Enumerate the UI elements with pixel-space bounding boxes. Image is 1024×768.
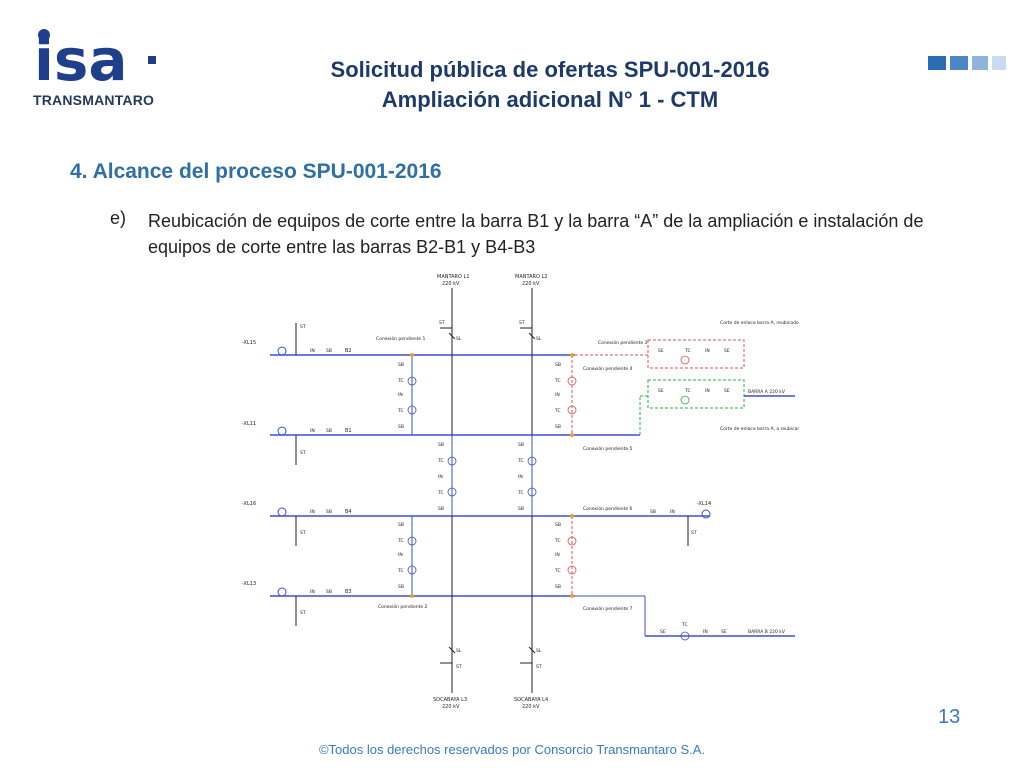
svg-text:IN: IN (670, 510, 675, 515)
feeder-xl14 (650, 501, 711, 546)
svg-text:SE: SE (658, 389, 664, 394)
label-mantaro-l1-kv: 220 kV (442, 281, 460, 287)
corte1-label: Corte de enlace barra A, reubicado (720, 321, 799, 326)
square-1 (928, 56, 946, 70)
barra-a-label: BARRA A 220 kV (748, 390, 785, 395)
svg-text:Conexión pendiente 2: Conexión pendiente 2 (378, 605, 428, 610)
square-4 (992, 56, 1006, 70)
svg-text:IN: IN (705, 349, 710, 354)
st-label-l1: ST (439, 321, 445, 326)
barra-b-label: BARRA B 220 kV (748, 630, 785, 635)
svg-text:IN: IN (518, 475, 523, 480)
svg-text:TC: TC (398, 379, 404, 384)
svg-text:TC: TC (685, 349, 691, 354)
svg-text:IN: IN (310, 429, 315, 434)
svg-text:TC: TC (555, 539, 561, 544)
label-socabaya-l4-kv: 220 kV (522, 704, 540, 710)
svg-text:-XL16: -XL16 (242, 501, 257, 507)
svg-text:SB: SB (398, 363, 404, 368)
svg-text:IN: IN (398, 393, 403, 398)
svg-text:IN: IN (705, 389, 710, 394)
svg-text:SB: SB (326, 429, 332, 434)
svg-text:SB: SB (438, 443, 444, 448)
svg-text:TC: TC (682, 623, 688, 628)
svg-text:SB: SB (650, 510, 656, 515)
square-2 (950, 56, 968, 70)
sl-label-l3: SL (456, 649, 462, 654)
svg-text:Conexión pendiente 6: Conexión pendiente 6 (583, 507, 633, 512)
svg-text:TC: TC (398, 539, 404, 544)
svg-text:IN: IN (310, 590, 315, 595)
svg-text:IN: IN (555, 393, 560, 398)
bus-label-b2: B2 (345, 348, 352, 354)
copyright-footer: ©Todos los derechos reservados por Consorcio Transmantaro S.A. (318, 742, 706, 757)
svg-text:SE: SE (724, 349, 730, 354)
svg-text:-XL11: -XL11 (242, 421, 257, 427)
svg-text:IN: IN (438, 475, 443, 480)
st-label-l4: ST (536, 665, 542, 670)
svg-text:-XL13: -XL13 (242, 581, 257, 587)
slide-title-line2: Ampliación adicional N° 1 - CTM (381, 87, 719, 112)
svg-text:Conexión pendiente 5: Conexión pendiente 5 (583, 447, 633, 452)
svg-text:TC: TC (685, 389, 691, 394)
svg-text:SB: SB (555, 585, 561, 590)
svg-text:IN: IN (555, 553, 560, 558)
svg-text:SB: SB (518, 443, 524, 448)
logo-mark (148, 56, 156, 64)
bullet-label: e) (110, 208, 127, 228)
svg-text:TC: TC (518, 459, 524, 464)
svg-text:SB: SB (555, 425, 561, 430)
svg-text:ST: ST (300, 611, 306, 616)
svg-text:Conexión pendiente 3: Conexión pendiente 3 (598, 341, 648, 346)
svg-text:TC: TC (518, 491, 524, 496)
corte-enlace-a-reubicar (648, 380, 744, 408)
svg-text:Conexión pendiente 7: Conexión pendiente 7 (583, 607, 633, 612)
bus-label-b1: B1 (345, 428, 352, 434)
svg-text:SB: SB (518, 507, 524, 512)
pending-markers (410, 353, 574, 598)
coupler-labels-right (517, 362, 561, 590)
section-heading: 4. Alcance del proceso SPU-001-2016 (70, 160, 442, 183)
feeder-xl15 (242, 323, 332, 355)
svg-text:ST: ST (300, 531, 306, 536)
svg-text:TC: TC (438, 491, 444, 496)
svg-text:IN: IN (310, 510, 315, 515)
svg-text:TC: TC (555, 569, 561, 574)
svg-text:-XL14: -XL14 (697, 501, 712, 507)
label-mantaro-l2-kv: 220 kV (522, 281, 540, 287)
feeder-xl13 (242, 581, 332, 626)
corte2-label: Corte de enlace barra A, a reubicar (720, 427, 800, 432)
svg-text:SB: SB (326, 510, 332, 515)
bus-label-b3: B3 (345, 589, 352, 595)
logo-subtitle: TRANSMANTARO (33, 92, 155, 108)
svg-text:-XL15: -XL15 (242, 340, 257, 346)
svg-text:TC: TC (555, 409, 561, 414)
bus-label-b4: B4 (345, 509, 352, 515)
svg-text:IN: IN (398, 553, 403, 558)
label-socabaya-l3-kv: 220 kV (442, 704, 460, 710)
svg-text:TC: TC (555, 379, 561, 384)
svg-text:SE: SE (724, 389, 730, 394)
svg-text:SB: SB (555, 523, 561, 528)
svg-text:SB: SB (555, 363, 561, 368)
sl-label-l4: SL (536, 649, 542, 654)
svg-text:TC: TC (398, 409, 404, 414)
svg-text:TC: TC (438, 459, 444, 464)
svg-text:ST: ST (300, 451, 306, 456)
st-label-l3: ST (456, 665, 462, 670)
connection-labels (376, 335, 648, 612)
svg-text:SB: SB (398, 425, 404, 430)
svg-text:Conexión pendiente 1: Conexión pendiente 1 (376, 337, 426, 342)
svg-text:Conexión pendiente 4: Conexión pendiente 4 (583, 367, 633, 372)
feeder-xl11 (242, 421, 332, 465)
svg-text:SE: SE (721, 630, 727, 635)
svg-text:SB: SB (326, 349, 332, 354)
bullet-text: Reubicación de equipos de corte entre la barra B1 y la barra “A” de la ampliación e instalación de equipos de corte entre las barras B2-B1 y B4-B3 (148, 211, 924, 257)
page-number: 13 (938, 706, 961, 728)
svg-text:SE: SE (658, 349, 664, 354)
svg-text:SB: SB (398, 585, 404, 590)
corte-enlace-reubicado (648, 340, 744, 368)
svg-text:SE: SE (660, 630, 666, 635)
coupler-labels-left (397, 362, 444, 590)
slide-title-line1: Solicitud pública de ofertas SPU-001-2016 (330, 57, 770, 82)
svg-text:SB: SB (398, 523, 404, 528)
svg-text:SB: SB (438, 507, 444, 512)
svg-text:ST: ST (691, 531, 697, 536)
svg-text:SB: SB (326, 590, 332, 595)
label-socabaya-l4: SOCABAYA L4 (514, 697, 549, 703)
label-socabaya-l3: SOCABAYA L3 (433, 697, 468, 703)
svg-text:ST: ST (300, 325, 306, 330)
logo-text: isa (34, 26, 128, 94)
square-3 (972, 56, 988, 70)
svg-text:TC: TC (398, 569, 404, 574)
svg-text:IN: IN (310, 349, 315, 354)
label-mantaro-l2: MANTARO L2 (515, 274, 548, 280)
sl-label-l2: SL (536, 337, 542, 342)
svg-text:IN: IN (703, 630, 708, 635)
single-line-diagram (240, 268, 800, 718)
label-mantaro-l1: MANTARO L1 (437, 274, 470, 280)
feeder-xl16 (242, 501, 332, 546)
sl-label-l1: SL (456, 337, 462, 342)
st-label-l2: ST (519, 321, 525, 326)
